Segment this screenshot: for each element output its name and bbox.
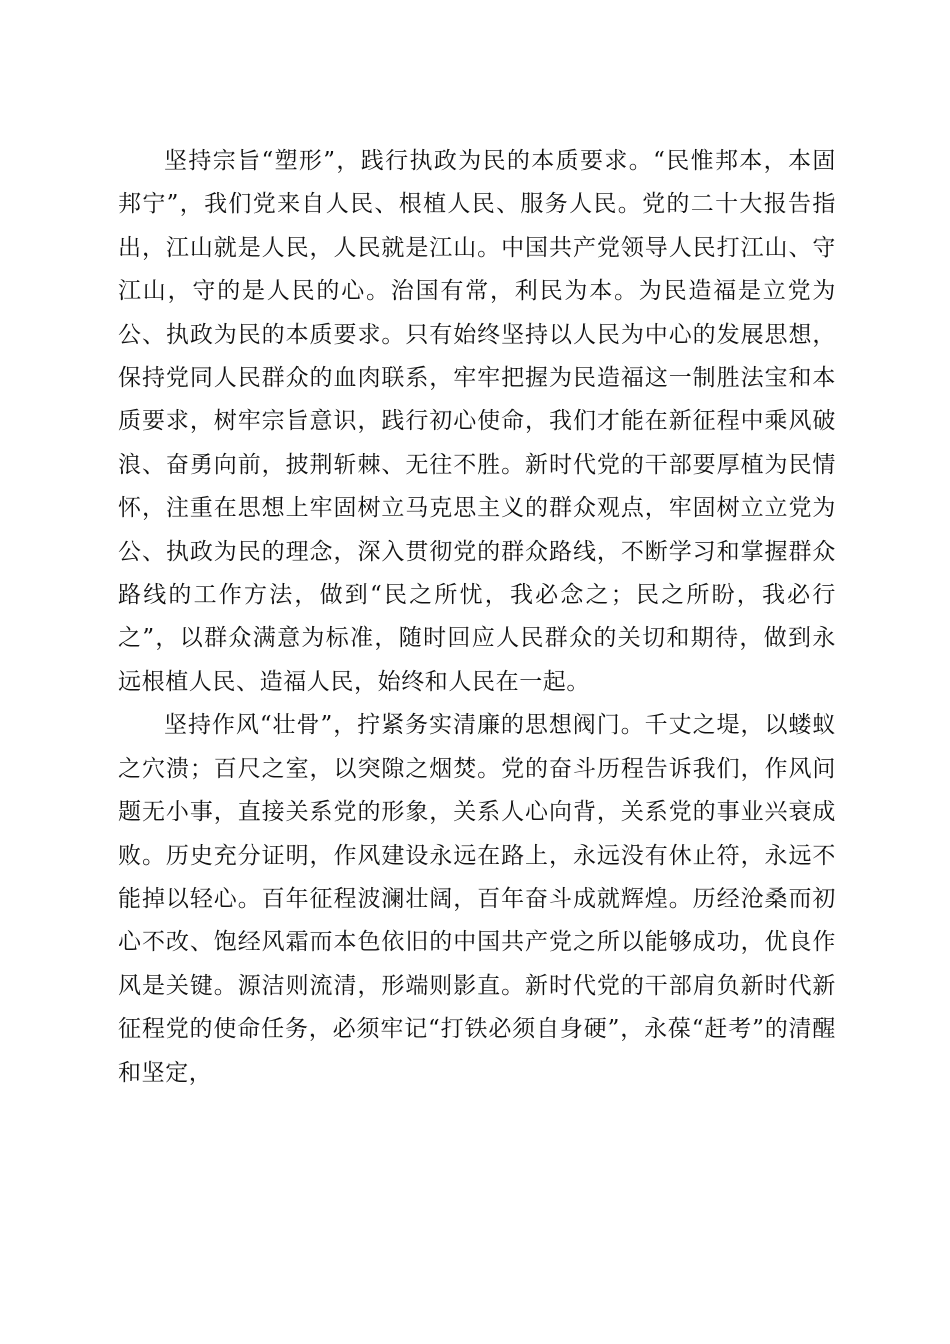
paragraph-style: 坚持作风“壮骨”，拧紧务实清廉的思想阀门。千丈之堤，以蝼蚁之穴溃；百尺之室，以突隙之烟焚。党的奋斗历程告诉我们，作风问题无小事，直接关系党的形象，关系人心向背，关系党的事业兴衰成败。历史充分证明，作风建设永远在路上，永远没有休止符，永远不能掉以轻心。百年征程波澜壮阔，百年奋斗成就辉煌。历经沧桑而初心不改、饱经风霜而本色依旧的中国共产党之所以能够成功，优良作风是关键。源洁则流清，形端则影直。新时代党的干部肩负新时代新征程党的使命任务，必须牢记“打铁必须自身硬”，永葆“赶考”的清醒和坚定， xyxy=(118,712,836,1086)
paragraph-purpose: 坚持宗旨“塑形”，践行执政为民的本质要求。“民惟邦本，本固邦宁”，我们党来自人民、根植人民、服务人民。党的二十大报告指出，江山就是人民，人民就是江山。中国共产党领导人民打江山、守江山，守的是人民的心。治国有常，利民为本。为民造福是立党为公、执政为民的本质要求。只有始终坚持以人民为中心的发展思想，保持党同人民群众的血肉联系，牢牢把握为民造福这一制胜法宝和本质要求，树牢宗旨意识，践行初心使命，我们才能在新征程中乘风破浪、奋勇向前，披荆斩棘、无往不胜。新时代党的干部要厚植为民情怀，注重在思想上牢固树立马克思主义的群众观点，牢固树立立党为公、执政为民的理念，深入贯彻党的群众路线，不断学习和掌握群众路线的工作方法，做到“民之所忧，我必念之；民之所盼，我必行之”，以群众满意为标准，随时回应人民群众的关切和期待，做到永远根植人民、造福人民，始终和人民在一起。 xyxy=(118,148,836,695)
document-body xyxy=(118,140,836,1095)
